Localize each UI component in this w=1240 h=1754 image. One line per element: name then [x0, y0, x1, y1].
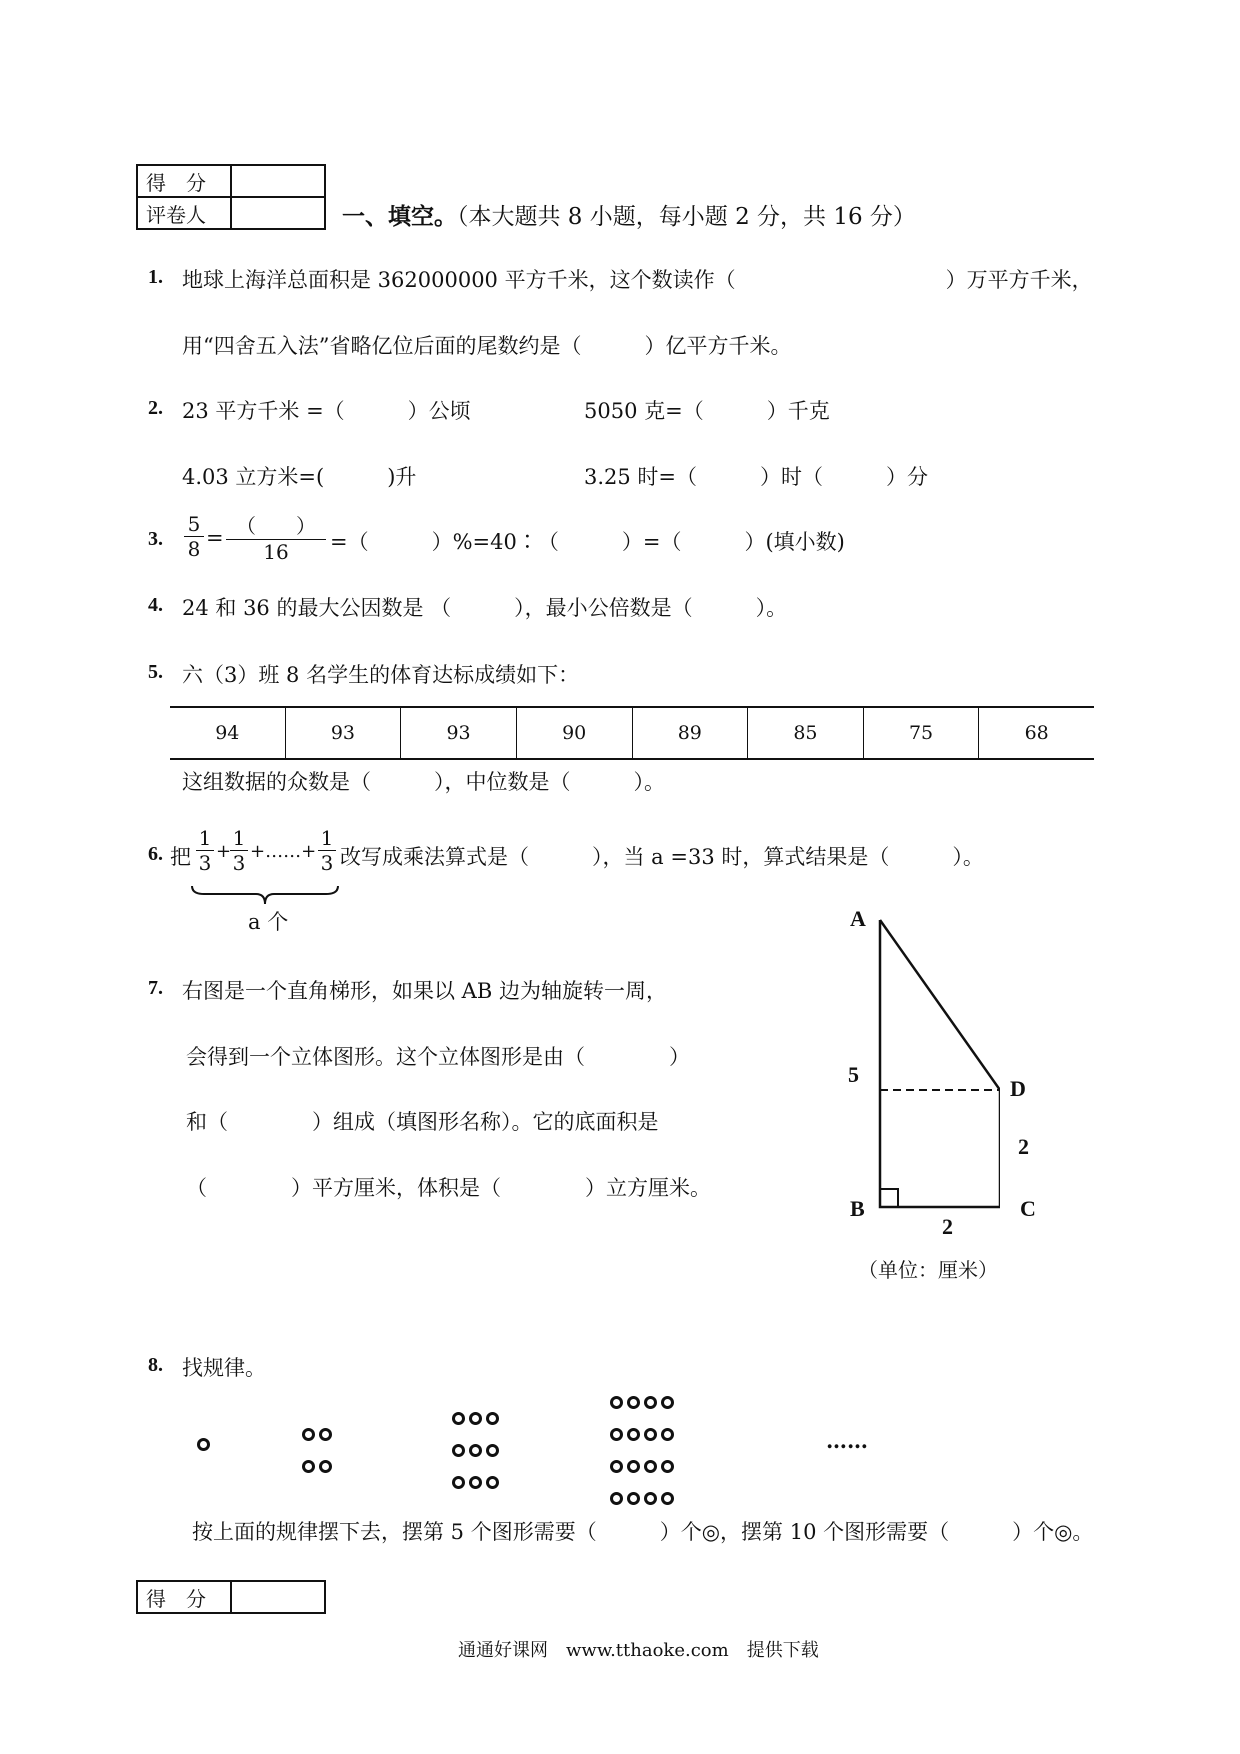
score-value: 85: [748, 707, 864, 759]
q7-line4: （ ）平方厘米，体积是（ ）立方厘米。: [186, 1176, 711, 1200]
score-value: 89: [632, 707, 748, 759]
label-c: C: [1020, 1196, 1036, 1221]
pattern-figure-1: [195, 1436, 212, 1455]
q6-brace-label: a 个: [248, 910, 289, 934]
section-heading: [342, 198, 916, 231]
ring-icon: [627, 1396, 640, 1409]
q6-frac-denominator: 3: [196, 850, 214, 875]
ring-icon: [644, 1428, 657, 1441]
score-box-top: [136, 164, 326, 230]
q6-frac-numerator: 1: [198, 826, 212, 850]
label-side-2-right: 2: [1018, 1134, 1029, 1159]
section-title: 一、填空。: [342, 204, 457, 230]
ring-icon: [610, 1492, 623, 1505]
q3-fraction-1: [184, 512, 204, 561]
q1-line2: 用“四舍五入法”省略亿位后面的尾数约是（ ）亿平方千米。: [182, 334, 792, 358]
q4-number: 4.: [148, 594, 163, 616]
q8-text: 找规律。: [182, 1356, 266, 1380]
trapezoid-figure: [860, 900, 1000, 1220]
scores-table: [170, 706, 1094, 760]
q3-frac1-denominator: 8: [184, 536, 204, 561]
q7-line1: 右图是一个直角梯形，如果以 AB 边为轴旋转一周，: [182, 979, 667, 1003]
q6-dots: +……+: [250, 841, 317, 862]
q6-fraction-2: [230, 826, 248, 875]
footer-text: 通通好课网 www.tthaoke.com 提供下载: [458, 1640, 819, 1661]
q6-fraction-3: [318, 826, 336, 875]
q7-line2: 会得到一个立体图形。这个立体图形是由（ ）: [186, 1045, 690, 1069]
q1-line1: 地球上海洋总面积是 362000000 平方千米，这个数读作（ ）万平方千米，: [182, 268, 1093, 292]
pattern-ellipsis: ……: [826, 1428, 868, 1453]
ring-icon: [627, 1460, 640, 1473]
q8-number: 8.: [148, 1354, 163, 1376]
ring-icon: [452, 1444, 465, 1457]
score-value: 90: [516, 707, 632, 759]
grader-cell[interactable]: [231, 197, 325, 229]
ring-icon: [661, 1396, 674, 1409]
ring-icon: [644, 1492, 657, 1505]
q3-frac2-numerator: （ ）: [236, 514, 316, 538]
score-value: 94: [215, 722, 240, 744]
ring-icon: [627, 1428, 640, 1441]
ring-icon: [452, 1476, 465, 1489]
q2-c: 4.03 立方米=( )升: [182, 465, 417, 489]
ring-icon: [610, 1396, 623, 1409]
ring-icon: [644, 1396, 657, 1409]
q6-frac-denominator: 3: [230, 850, 248, 875]
q6-plus: +: [216, 841, 232, 862]
q3-number: 3.: [148, 528, 163, 550]
q6-post: 改写成乘法算式是（ ），当 a =33 时，算式结果是（ ）。: [340, 845, 984, 869]
ring-icon: [469, 1444, 482, 1457]
section-note: （本大题共 8 小题，每小题 2 分，共 16 分）: [457, 204, 916, 230]
ring-icon: [469, 1476, 482, 1489]
q6-frac-denominator: 3: [318, 850, 336, 875]
q2-d: 3.25 时=（ ）时（ ）分: [584, 465, 929, 489]
q3-frac1-numerator: 5: [187, 512, 201, 536]
score-box-bottom: [136, 1580, 326, 1614]
score-label: 得 分: [137, 165, 231, 197]
ring-icon: [661, 1428, 674, 1441]
q2-b: 5050 克=（ ）千克: [584, 399, 830, 423]
q3-rest: =（ ）%=40∶（ ）=（ ）(填小数): [330, 530, 845, 554]
q3-frac2-denominator: 16: [226, 539, 326, 564]
ring-icon: [452, 1412, 465, 1425]
q7-line3: 和（ ）组成（填图形名称）。它的底面积是: [186, 1110, 659, 1134]
q5-text: 六（3）班 8 名学生的体育达标成绩如下：: [182, 663, 580, 687]
q4-text: 24 和 36 的最大公因数是 （ ），最小公倍数是（ ）。: [182, 596, 788, 620]
label-a: A: [850, 906, 866, 931]
q6-frac-numerator: 1: [320, 826, 334, 850]
ring-icon: [486, 1476, 499, 1489]
ring-icon: [302, 1460, 315, 1473]
score-value: 93: [401, 707, 517, 759]
ring-icon: [302, 1428, 315, 1441]
q5-after: 这组数据的众数是（ ），中位数是（ ）。: [182, 770, 665, 794]
q3-equals: =: [206, 526, 224, 550]
score-value: 75: [863, 707, 979, 759]
score-cell[interactable]: [231, 1581, 325, 1613]
q5-number: 5.: [148, 661, 163, 683]
q6-fraction-1: [196, 826, 214, 875]
ring-icon: [486, 1444, 499, 1457]
unit-label: （单位：厘米）: [858, 1258, 998, 1282]
pattern-figure-4: [608, 1388, 676, 1516]
ring-icon: [469, 1412, 482, 1425]
ring-icon: [661, 1460, 674, 1473]
pattern-figure-3: [450, 1404, 501, 1500]
pattern-figure-2: [300, 1420, 334, 1484]
ring-icon: [610, 1428, 623, 1441]
score-label: 得 分: [137, 1581, 231, 1613]
label-d: D: [1010, 1076, 1026, 1101]
score-cell[interactable]: [231, 165, 325, 197]
ring-icon: [627, 1492, 640, 1505]
label-b: B: [850, 1196, 865, 1221]
q2-a: 23 平方千米 =（ ）公顷: [182, 399, 471, 423]
q2-number: 2.: [148, 397, 163, 419]
q6-underbrace: [190, 884, 340, 906]
ring-icon: [486, 1412, 499, 1425]
score-value: 93: [285, 707, 401, 759]
q3-fraction-2: [226, 510, 326, 564]
q1-number: 1.: [148, 266, 163, 288]
ring-icon: [319, 1460, 332, 1473]
q6-number: 6.: [148, 843, 163, 865]
ring-icon: [661, 1492, 674, 1505]
q7-number: 7.: [148, 977, 163, 999]
q8-question: 按上面的规律摆下去，摆第 5 个图形需要（ ）个◎，摆第 10 个图形需要（ ）个◎。: [192, 1520, 1094, 1544]
score-value: 68: [979, 707, 1094, 759]
ring-icon: [610, 1460, 623, 1473]
q6-pre: 把: [170, 845, 191, 869]
ring-icon: [644, 1460, 657, 1473]
q6-frac-numerator: 1: [232, 826, 246, 850]
label-side-5: 5: [848, 1062, 859, 1087]
ring-icon: [197, 1438, 210, 1451]
grader-label: 评卷人: [137, 197, 231, 229]
label-side-2-bottom: 2: [942, 1214, 953, 1239]
ring-icon: [319, 1428, 332, 1441]
